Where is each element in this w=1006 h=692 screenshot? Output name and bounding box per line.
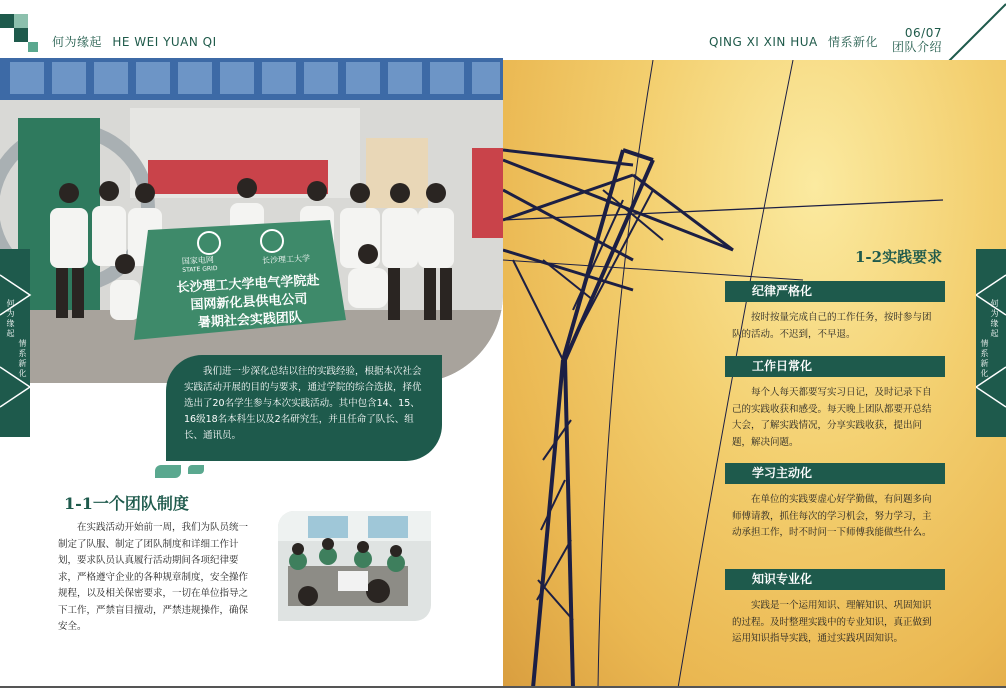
header-right-cn: 情系新化: [828, 35, 879, 49]
banner-logo-left-cn: 国家电网: [181, 255, 215, 266]
requirement-3-label: 学习主动化: [752, 466, 813, 480]
decor-pill-2: [188, 465, 204, 474]
header-left-pinyin: HE WEI YUAN QI: [112, 35, 217, 49]
decor-pill-1: [155, 465, 181, 478]
page-numbers: 06/07: [904, 26, 942, 40]
header-right-label: [709, 33, 878, 50]
section-left-title: 1-1一个团队制度: [64, 494, 189, 513]
left-tab-label-bottom: 情系新化: [18, 339, 27, 378]
requirement-1-label: 纪律严格化: [752, 284, 813, 298]
page-section: 团队介绍: [891, 40, 942, 54]
requirement-4-label: 知识专业化: [752, 572, 813, 586]
section-left-text: 在实践活动开始前一周，我们为队员统一制定了队服、制定了团队制度和详细工作计划，要求队员认真履行活动期间各项纪律要求，严格遵守企业的各种规章制度，安全操作规程，以及相关保密要求，一切在单位指导之下工作，严禁盲目擅动，严禁违规操作，确保安全。: [58, 522, 249, 632]
requirement-4-text: 实践是一个运用知识、理解知识、巩固知识的过程。及时整理实践中的专业知识，真正做到运用知识指导实践，通过实践巩固知识。: [732, 600, 932, 644]
meeting-photo: [278, 511, 431, 621]
banner-logo-right: 长沙理工大学: [261, 253, 311, 266]
header-page-info: [888, 26, 942, 54]
right-side-tab[interactable]: [976, 249, 1006, 443]
left-tab-label-top: 何为缘起: [6, 299, 15, 338]
right-tab-label-bottom: 情系新化: [980, 339, 989, 378]
left-side-tab-shape: [0, 249, 32, 439]
banner-logo-left: [182, 254, 218, 274]
banner-line2: 国网新化县供电公司: [190, 291, 308, 314]
requirement-3-text: 在单位的实践要虚心好学勤做，有问题多向师傅请教，抓住每次的学习机会，努力学习，主动承担工作，时不时问一下师傅我能做些什么。: [732, 494, 932, 538]
requirement-2-text: 每个人每天都要写实习日记，及时记录下自己的实践收获和感受。每天晚上团队都要开总结大会，了解实践情况，分享实践收获，提出问题，解决问题。: [732, 387, 932, 448]
banner-logo-left-en: STATE GRID: [182, 265, 218, 274]
banner-line3: 暑期社会实践团队: [197, 310, 303, 331]
section-right-title: 1-2实践要求: [855, 248, 943, 266]
banner-line1: 长沙理工大学电气学院赴: [176, 273, 320, 296]
right-tab-label-top: 何为缘起: [990, 299, 999, 338]
corner-decoration: [940, 0, 1006, 64]
left-side-tab[interactable]: [0, 249, 32, 443]
requirement-1-text: 按时按量完成自己的工作任务，按时参与团队的活动。不迟到，不早退。: [732, 312, 932, 340]
banner-text: [163, 272, 336, 335]
header-left-cn: 何为缘起: [52, 35, 103, 49]
intro-box: 我们进一步深化总结以往的实践经验，根据本次社会实践活动开展的目的与要求，通过学院的综合选拔，择优选出了20名学生参与本次实践活动。其中包含14、15、16级18名本科生以及2名研究生，并且任命了队长、组长、通讯员。: [166, 355, 442, 461]
team-photo: [0, 58, 503, 383]
requirement-2-label: 工作日常化: [752, 359, 813, 373]
header-right-pinyin: QING XI XIN HUA: [709, 35, 818, 49]
header-left-label: [52, 33, 217, 50]
meeting-photo-illustration: [278, 511, 431, 621]
team-photo-illustration: [0, 58, 503, 383]
header-logo: [0, 14, 40, 54]
